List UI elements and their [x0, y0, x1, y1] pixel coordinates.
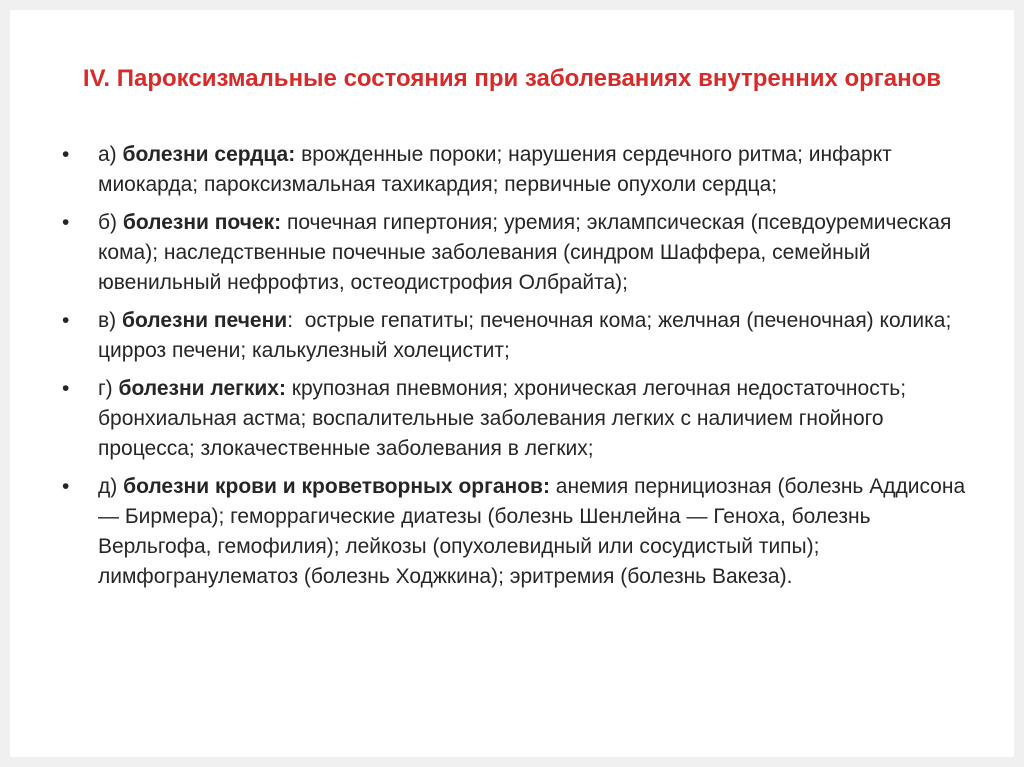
bullet-marker: •: [62, 475, 70, 498]
bullet-list: [62, 140, 972, 600]
item-prefix: б): [98, 211, 123, 234]
bullet-marker: •: [62, 309, 70, 332]
item-text: врожденные пороки; нарушения сердечного ритма; инфаркт миокарда; пароксизмальная тахикардия; первичные опухоли сердца;: [98, 143, 892, 196]
slide: [10, 10, 1014, 757]
list-item: [62, 208, 972, 298]
bullet-marker: •: [62, 377, 70, 400]
item-prefix: г): [98, 377, 119, 400]
item-text: крупозная пневмония; хроническая легочная недостаточность; бронхиальная астма; воспалительные заболевания легких с наличием гнойного процесса; злокачественные заболевания в легких;: [98, 377, 907, 460]
item-prefix: а): [98, 143, 123, 166]
slide-title: IV. Пароксизмальные состояния при заболеваниях внутренних органов: [82, 65, 942, 92]
item-text: почечная гипертония; уремия; эклампсическая (псевдоуремическая кома); наследственные почечные заболевания (синдром Шаффера, семейный ювенильный нефрофтиз, остеодистрофия Олбрайта);: [98, 211, 952, 294]
item-text: : острые гепатиты; печеночная кома; желчная (печеночная) колика; цирроз печени; калькулезный холецистит;: [98, 309, 958, 362]
item-heading: болезни крови и кроветворных органов:: [123, 475, 550, 498]
list-item: [62, 306, 972, 366]
item-heading: болезни почек:: [122, 211, 282, 234]
list-item: [62, 140, 972, 200]
item-heading: болезни сердца:: [122, 143, 296, 166]
item-heading: болезни легких:: [118, 377, 286, 400]
list-item: [62, 374, 972, 464]
item-text: анемия пернициозная (болезнь Аддисона — Бирмера); геморрагические диатезы (болезнь Шенлейна — Геноха, болезнь Верльгофа, гемофилия); лейкозы (опухолевидный или сосудистый типы); лимфогранулематоз (болезнь Ходжкина); эритремия (болезнь Вакеза).: [98, 475, 966, 588]
item-prefix: д): [98, 475, 124, 498]
item-heading: болезни печени: [121, 309, 288, 332]
bullet-marker: •: [62, 211, 70, 234]
bullet-marker: •: [62, 143, 70, 166]
item-prefix: в): [98, 309, 122, 332]
list-item: [62, 472, 972, 592]
